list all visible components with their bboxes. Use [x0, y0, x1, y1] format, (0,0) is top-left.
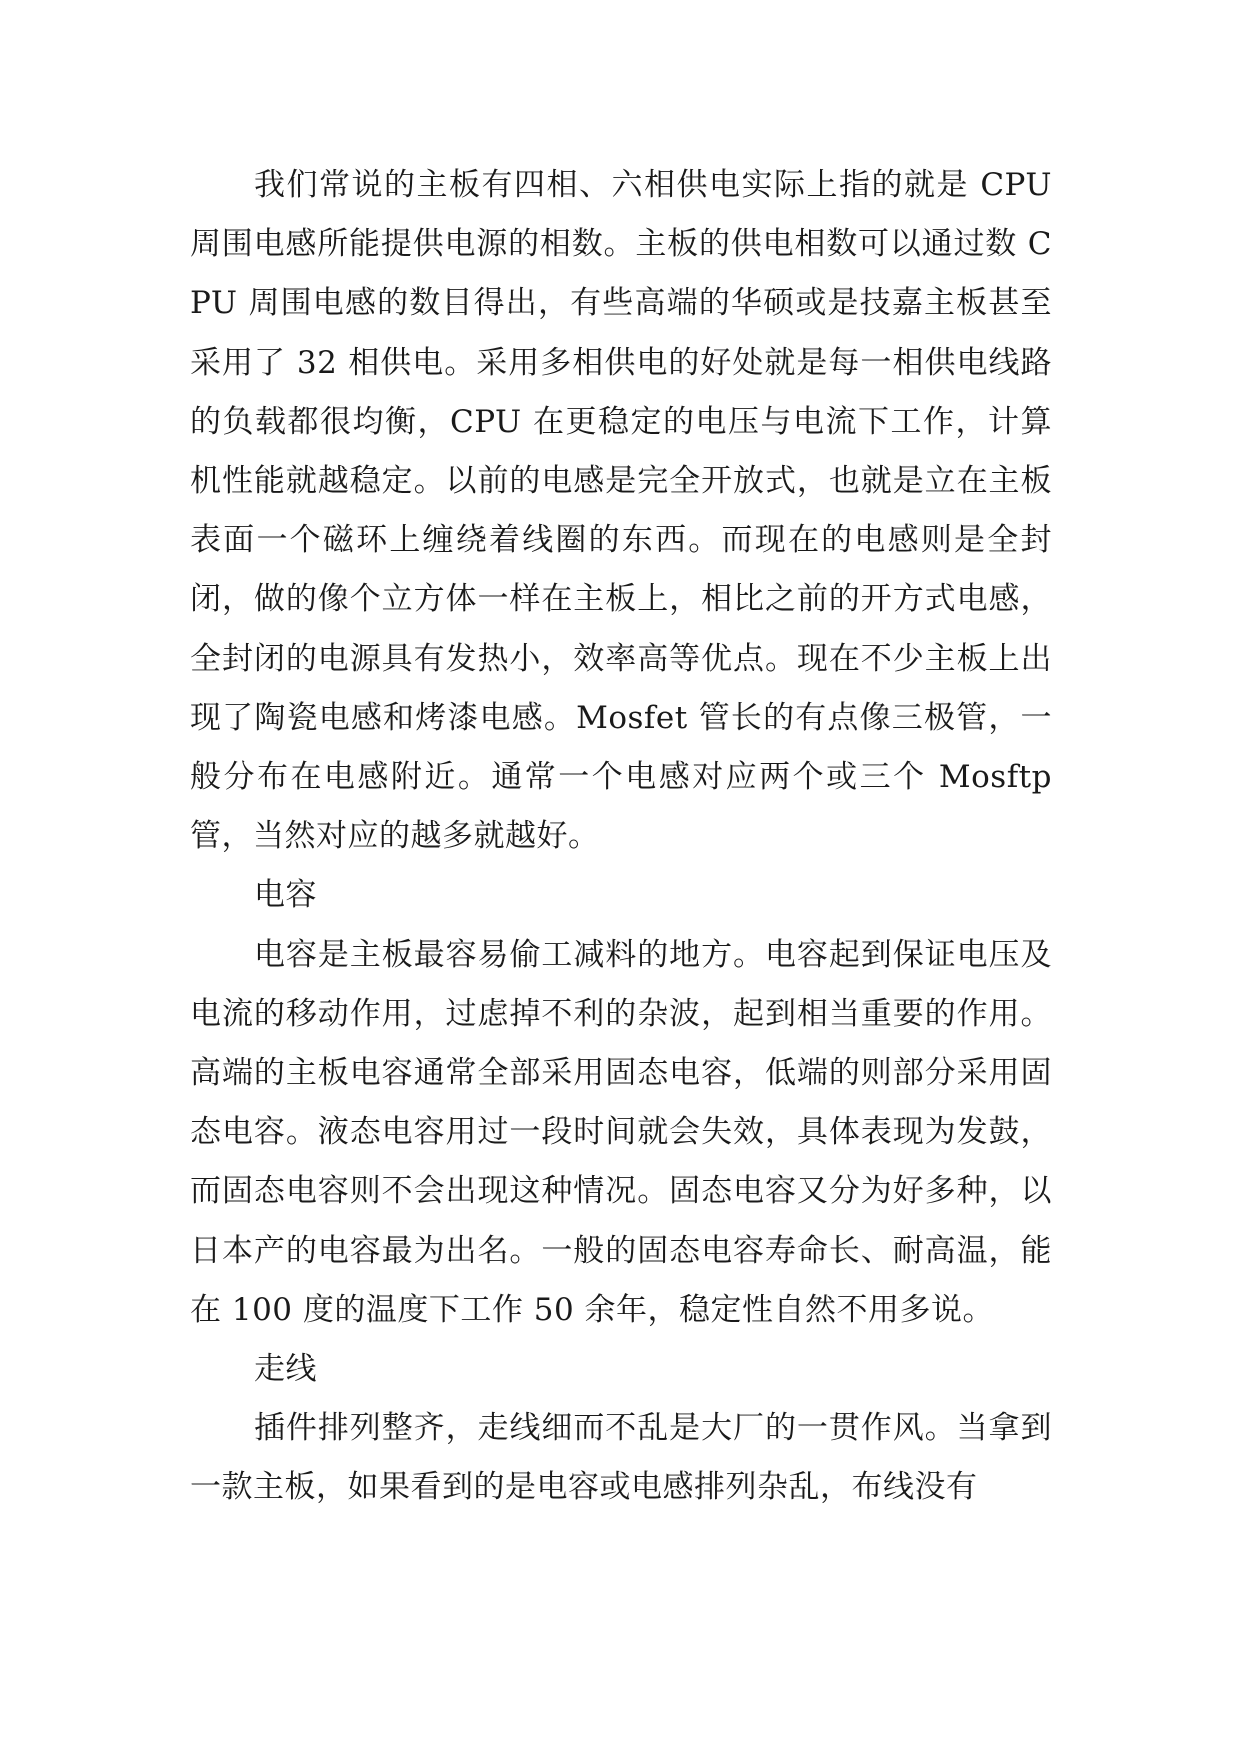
paragraph-capacitors: 电容是主板最容易偷工减料的地方。电容起到保证电压及电流的移动作用，过虑掉不利的杂波，起到相当重要的作用。高端的主板电容通常全部采用固态电容，低端的则部分采用固态电容。液态电容用过一段时间就会失效，具体表现为发鼓，而固态电容则不会出现这种情况。固态电容又分为好多种，以日本产的电容最为出名。一般的固态电容寿命长、耐高温，能在 100 度的温度下工作 50 余年，稳定性自然不用多说。 [190, 936, 1052, 1328]
paragraph-wiring: 插件排列整齐，走线细而不乱是大厂的一贯作风。当拿到一款主板，如果看到的是电容或电感排列杂乱，布线没有 [190, 1410, 1052, 1506]
heading-wiring: 走线 [254, 1351, 317, 1388]
heading-capacitors: 电容 [254, 877, 317, 914]
paragraph-inductors: 我们常说的主板有四相、六相供电实际上指的就是 CPU 周围电感所能提供电源的相数。主板的供电相数可以通过数 CPU 周围电感的数目得出，有些高端的华硕或是技嘉主板甚至采用了 32 相供电。采用多相供电的好处就是每一相供电线路的负载都很均衡，CPU 在更稳定的电压与电流下工作，计算机性能就越稳定。以前的电感是完全开放式，也就是立在主板表面一个磁环上缠绕着线圈的东西。而现在的电感则是全封闭，做的像个立方体一样在主板上，相比之前的开方式电感，全封闭的电源具有发热小，效率高等优点。现在不少主板上出现了陶瓷电感和烤漆电感。Mosfet 管长的有点像三极管，一般分布在电感附近。通常一个电感对应两个或三个 Mosftp 管，当然对应的越多就越好。 [190, 167, 1052, 855]
document-body [190, 156, 1052, 1518]
